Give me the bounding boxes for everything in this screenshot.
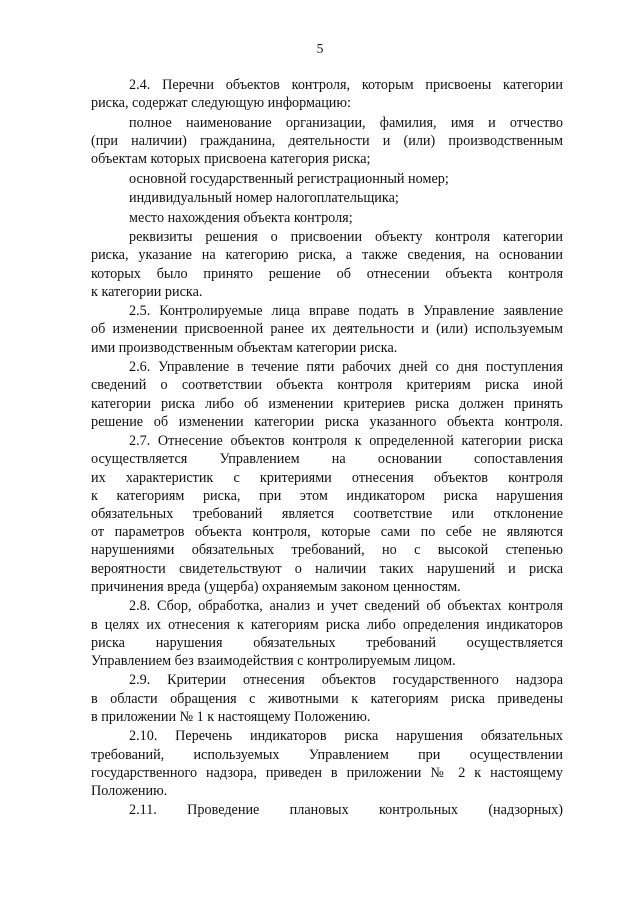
text-line: 2.5. Контролируемые лица вправе подать в Управление заявление (129, 303, 563, 320)
text-line: Управлением без взаимодействия с контролируемым лицом. (91, 652, 456, 669)
paragraph (91, 189, 563, 207)
text-line: их характеристик с критериями отнесения объектов контроля (91, 469, 563, 486)
text-line: в приложении № 1 к настоящему Положению. (91, 708, 371, 725)
text-line: к категории риска. (91, 283, 203, 300)
text-line: 2.6. Управление в течение пяти рабочих дней со дня поступления (129, 359, 563, 376)
text-line: об изменении присвоенной ранее их деятельности и (или) используемым (91, 321, 563, 338)
text-line: реквизиты решения о присвоении объекту контроля категории (129, 229, 563, 246)
text-line: требований, используемых Управлением при осуществлении (91, 746, 563, 763)
text-line: причинения вреда (ущерба) охраняемым законом ценностям. (91, 578, 461, 595)
text-line: 2.10. Перечень индикаторов риска нарушения обязательных (129, 728, 563, 745)
text-line: нарушениями обязательных требований, но с высокой степенью (91, 542, 563, 559)
text-line: к категориям риска, при этом индикатором риска нарушения (91, 487, 563, 504)
text-line: ими производственным объектам категории риска. (91, 339, 398, 356)
text-line: место нахождения объекта контроля; (129, 209, 353, 226)
text-line: 2.4. Перечни объектов контроля, которым присвоены категории (129, 77, 563, 93)
text-line: 2.7. Отнесение объектов контроля к определенной категории риска (129, 433, 563, 450)
text-line: в целях их отнесения к категориям риска либо определения индикаторов (91, 616, 563, 633)
document-body (91, 76, 563, 821)
paragraph (91, 727, 563, 800)
text-line: риска, содержат следующую информацию: (91, 95, 351, 112)
text-line: Положению. (91, 782, 168, 799)
text-line: государственного надзора, приведен в приложении № 2 к настоящему (91, 764, 563, 781)
paragraph (91, 209, 563, 227)
text-line: основной государственный регистрационный номер; (129, 170, 449, 187)
text-line: обязательных требований является соответствие или отклонение (91, 506, 563, 523)
text-line: 2.9. Критерии отнесения объектов государственного надзора (129, 672, 563, 689)
text-line: индивидуальный номер налогоплательщика; (129, 190, 399, 207)
text-line: (при наличии) гражданина, деятельности и (или) производственным (91, 132, 563, 149)
text-line: 2.11. Проведение плановых контрольных (надзорных) (129, 802, 563, 819)
text-line: категории риска либо об изменении критериев риска должен принять (91, 395, 563, 412)
text-line: которых было принято решение об отнесении объекта контроля (91, 265, 563, 282)
text-line: решение об изменении категории риска указанного объекта контроля. (91, 413, 563, 430)
paragraph (91, 358, 563, 431)
text-line: полное наименование организации, фамилия, имя и отчество (129, 114, 563, 131)
text-line: осуществляется Управлением на основании сопоставления (91, 451, 563, 468)
text-line: в области обращения с животными к категориям риска приведены (91, 690, 563, 707)
paragraph (91, 801, 563, 819)
paragraph (91, 302, 563, 357)
page-number: 5 (316, 41, 324, 56)
text-line: риска нарушения обязательных требований осуществляется (91, 634, 563, 651)
text-line: сведений о соответствии объекта контроля критериям риска иной (91, 377, 563, 394)
paragraph (91, 228, 563, 301)
text-line: вероятности свидетельствуют о наличии таких нарушений и риска (91, 560, 563, 577)
paragraph (91, 671, 563, 726)
text-line: риска, указание на категорию риска, а также сведения, на основании (91, 247, 563, 264)
text-line: от параметров объекта контроля, которые сами по себе не являются (91, 524, 563, 541)
paragraph (91, 76, 563, 112)
paragraph (91, 597, 563, 670)
text-line: 2.8. Сбор, обработка, анализ и учет сведений об объектах контроля (129, 598, 563, 615)
paragraph (91, 114, 563, 169)
paragraph (91, 432, 563, 596)
paragraph (91, 170, 563, 188)
text-line: объектам которых присвоена категория риска; (91, 151, 371, 168)
